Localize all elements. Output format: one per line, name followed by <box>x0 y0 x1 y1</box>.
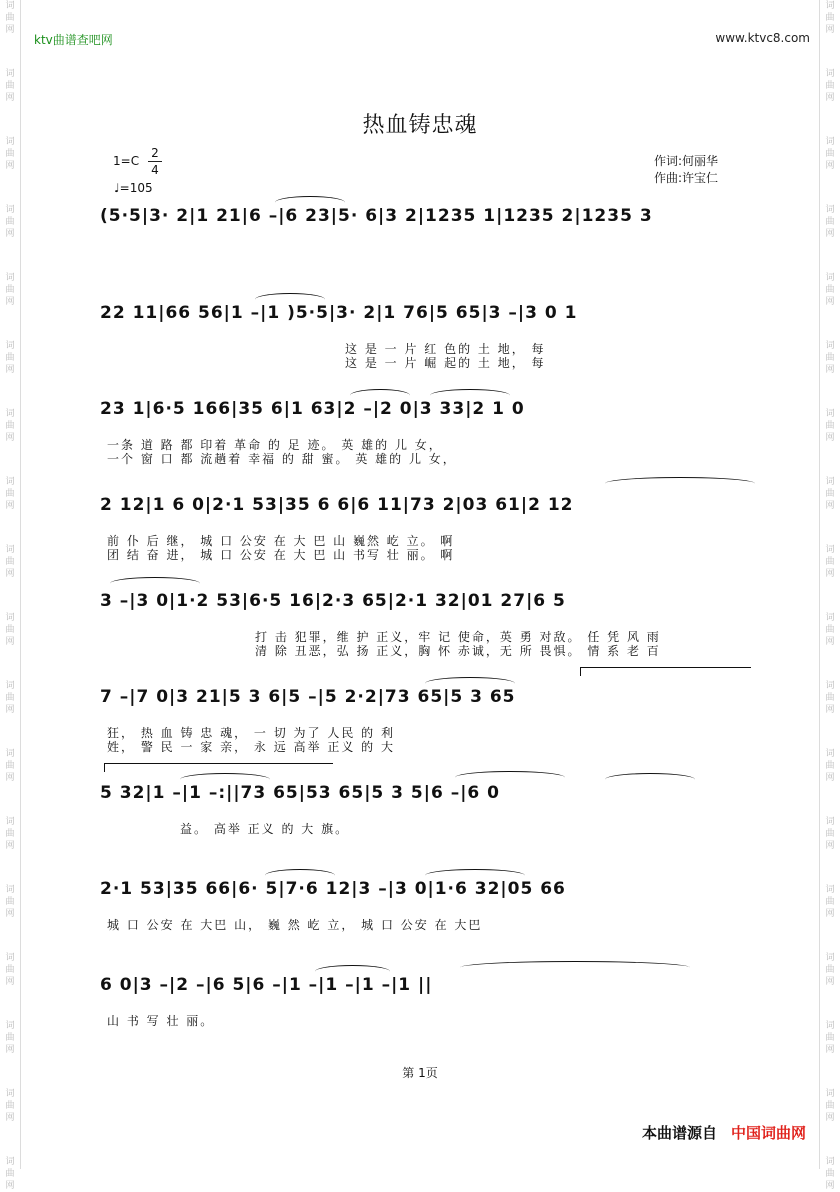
watermark-char: 曲 <box>5 285 15 295</box>
right-margin-line <box>819 0 820 1169</box>
watermark-char: 词 <box>5 545 15 555</box>
slur <box>255 293 325 306</box>
watermark-mark <box>822 0 838 36</box>
watermark-char: 曲 <box>5 81 15 91</box>
watermark-mark <box>2 1020 18 1056</box>
key-signature: 1=C <box>113 154 140 168</box>
time-signature <box>148 146 162 177</box>
watermark-char: 词 <box>5 477 15 487</box>
watermark-mark <box>822 272 838 308</box>
slur <box>275 196 345 209</box>
watermark-mark <box>822 204 838 240</box>
watermark-mark <box>2 476 18 512</box>
volta-bracket <box>580 667 751 676</box>
credits <box>654 153 718 187</box>
watermark-char: 网 <box>5 365 15 375</box>
watermark-char: 网 <box>825 365 835 375</box>
watermark-char: 曲 <box>5 421 15 431</box>
notation-line-7: 5 32|1 –|1 –:||73 65|53 65|5 3 5|6 –|6 0 <box>100 783 500 803</box>
watermark-mark <box>2 748 18 784</box>
lyrics-line-6-verse-2: 姓， 警 民 一 家 亲， 永 远 高举 正义 的 大 <box>107 740 395 754</box>
watermark-char: 词 <box>5 817 15 827</box>
tempo-mark: ♩=105 <box>114 181 153 195</box>
watermark-char: 网 <box>825 229 835 239</box>
watermark-char: 曲 <box>5 625 15 635</box>
watermark-char: 网 <box>825 161 835 171</box>
page-number: 第 1页 <box>402 1066 438 1080</box>
watermark-char: 网 <box>825 705 835 715</box>
watermark-char: 词 <box>825 137 835 147</box>
watermark-char: 词 <box>5 69 15 79</box>
watermark-char: 词 <box>825 273 835 283</box>
watermark-column-left <box>2 0 18 1191</box>
watermark-char: 网 <box>825 93 835 103</box>
watermark-char: 词 <box>5 749 15 759</box>
notation-line-6: 7 –|7 0|3 21|5 3 6|5 –|5 2·2|73 65|5 3 65 <box>100 687 516 707</box>
watermark-char: 网 <box>5 841 15 851</box>
slur <box>425 677 515 690</box>
watermark-char: 曲 <box>825 489 835 499</box>
watermark-char: 网 <box>5 773 15 783</box>
lyrics-line-2-verse-1: 这 是 一 片 红 色的 土 地， 每 <box>345 342 546 356</box>
watermark-char: 词 <box>825 341 835 351</box>
lyricist: 作词:何丽华 <box>654 154 719 168</box>
watermark-char: 网 <box>5 909 15 919</box>
watermark-mark <box>822 1088 838 1124</box>
watermark-char: 曲 <box>5 829 15 839</box>
lyrics-line-7: 益。 高举 正义 的 大 旗。 <box>180 822 350 836</box>
source-attribution <box>642 1122 806 1143</box>
watermark-char: 词 <box>5 885 15 895</box>
watermark-char: 词 <box>825 545 835 555</box>
watermark-mark <box>2 680 18 716</box>
watermark-mark <box>822 136 838 172</box>
watermark-char: 曲 <box>825 829 835 839</box>
slur <box>265 869 335 882</box>
watermark-char: 网 <box>5 1045 15 1055</box>
watermark-mark <box>822 816 838 852</box>
lyrics-line-2-verse-2: 这 是 一 片 崛 起的 土 地， 每 <box>345 356 546 370</box>
lyrics-line-8: 城 口 公安 在 大巴 山， 巍 然 屹 立， 城 口 公安 在 大巴 <box>107 918 483 932</box>
watermark-mark <box>2 136 18 172</box>
watermark-char: 网 <box>5 1181 15 1191</box>
watermark-char: 曲 <box>825 421 835 431</box>
watermark-mark <box>2 1156 18 1192</box>
watermark-mark <box>2 272 18 308</box>
watermark-char: 网 <box>5 297 15 307</box>
watermark-char: 曲 <box>5 1101 15 1111</box>
watermark-char: 网 <box>825 433 835 443</box>
watermark-char: 词 <box>825 69 835 79</box>
lyrics-line-9: 山 书 写 壮 丽。 <box>107 1014 215 1028</box>
watermark-char: 网 <box>825 1181 835 1191</box>
watermark-mark <box>2 816 18 852</box>
notation-line-4: 2 12|1 6 0|2·1 53|35 6 6|6 11|73 2|03 61|2 12 <box>100 495 574 515</box>
watermark-char: 网 <box>5 977 15 987</box>
watermark-mark <box>822 1156 838 1192</box>
watermark-mark <box>2 612 18 648</box>
watermark-char: 词 <box>5 341 15 351</box>
watermark-char: 网 <box>5 705 15 715</box>
watermark-char: 网 <box>5 161 15 171</box>
watermark-char: 词 <box>825 681 835 691</box>
watermark-char: 网 <box>5 433 15 443</box>
watermark-char: 词 <box>825 613 835 623</box>
watermark-char: 网 <box>825 25 835 35</box>
site-name-left[interactable]: ktv曲谱查吧网 <box>34 33 113 47</box>
watermark-char: 词 <box>825 205 835 215</box>
watermark-char: 曲 <box>5 1033 15 1043</box>
watermark-char: 曲 <box>825 285 835 295</box>
watermark-char: 网 <box>5 93 15 103</box>
slur <box>110 577 200 590</box>
watermark-mark <box>822 884 838 920</box>
watermark-mark <box>822 340 838 376</box>
watermark-char: 词 <box>5 1021 15 1031</box>
lyrics-line-3-verse-2: 一个 窗 口 都 流趟着 幸福 的 甜 蜜。 英 雄的 儿 女， <box>107 452 457 466</box>
watermark-char: 网 <box>825 501 835 511</box>
watermark-char: 网 <box>825 773 835 783</box>
watermark-char: 曲 <box>5 965 15 975</box>
source-label: 本曲谱源自 <box>641 1124 717 1142</box>
notation-line-5: 3 –|3 0|1·2 53|6·5 16|2·3 65|2·1 32|01 27|6 5 <box>100 591 566 611</box>
watermark-char: 网 <box>5 229 15 239</box>
watermark-char: 曲 <box>825 557 835 567</box>
watermark-char: 网 <box>825 569 835 579</box>
slur <box>180 773 270 786</box>
lyrics-line-4-verse-2: 团 结 奋 进， 城 口 公安 在 大 巴 山 书写 壮 丽。 啊 <box>107 548 455 562</box>
time-signature-bar <box>148 161 162 162</box>
watermark-char: 词 <box>5 613 15 623</box>
watermark-char: 曲 <box>5 489 15 499</box>
watermark-char: 词 <box>5 137 15 147</box>
watermark-char: 曲 <box>5 1169 15 1179</box>
watermark-mark <box>2 408 18 444</box>
watermark-char: 词 <box>825 1 835 11</box>
watermark-mark <box>822 68 838 104</box>
watermark-mark <box>822 476 838 512</box>
watermark-char: 词 <box>5 681 15 691</box>
watermark-mark <box>2 952 18 988</box>
watermark-char: 曲 <box>825 1169 835 1179</box>
watermark-char: 网 <box>825 977 835 987</box>
watermark-char: 曲 <box>825 81 835 91</box>
watermark-char: 曲 <box>825 1101 835 1111</box>
watermark-char: 网 <box>5 637 15 647</box>
source-site[interactable]: 中国词曲网 <box>730 1124 806 1142</box>
watermark-mark <box>2 204 18 240</box>
slur <box>605 773 695 786</box>
watermark-mark <box>2 340 18 376</box>
watermark-mark <box>2 0 18 36</box>
watermark-char: 曲 <box>5 557 15 567</box>
watermark-char: 词 <box>825 409 835 419</box>
watermark-mark <box>822 748 838 784</box>
watermark-char: 网 <box>5 501 15 511</box>
notation-line-1: (5·5|3· 2|1 21|6 –|6 23|5· 6|3 2|1235 1|1235 2|1235 3 <box>100 206 653 226</box>
watermark-char: 曲 <box>825 965 835 975</box>
watermark-char: 曲 <box>825 353 835 363</box>
volta-bracket <box>104 763 333 772</box>
watermark-char: 词 <box>825 1157 835 1167</box>
slur <box>350 389 410 402</box>
watermark-char: 词 <box>5 409 15 419</box>
lyrics-line-5-verse-1: 打 击 犯罪，维 护 正义，牢 记 使命，英 勇 对敌。 任 凭 风 雨 <box>255 630 661 644</box>
notation-line-8: 2·1 53|35 66|6· 5|7·6 12|3 –|3 0|1·6 32|05 66 <box>100 879 566 899</box>
watermark-char: 词 <box>5 953 15 963</box>
watermark-char: 曲 <box>5 761 15 771</box>
watermark-char: 曲 <box>825 13 835 23</box>
notation-line-2: 22 11|66 56|1 –|1 )5·5|3· 2|1 76|5 65|3 –|3 0 1 <box>100 303 578 323</box>
watermark-char: 网 <box>825 1113 835 1123</box>
composer: 作曲:许宝仁 <box>654 171 719 185</box>
watermark-column-right <box>822 0 838 1191</box>
watermark-char: 词 <box>5 1089 15 1099</box>
watermark-char: 网 <box>5 569 15 579</box>
watermark-char: 曲 <box>825 1033 835 1043</box>
watermark-char: 网 <box>825 297 835 307</box>
watermark-char: 曲 <box>825 149 835 159</box>
watermark-char: 曲 <box>825 625 835 635</box>
watermark-char: 曲 <box>5 897 15 907</box>
watermark-char: 曲 <box>5 149 15 159</box>
watermark-char: 词 <box>825 749 835 759</box>
watermark-mark <box>822 680 838 716</box>
watermark-mark <box>822 612 838 648</box>
song-title: 热血铸忠魂 <box>362 113 478 138</box>
watermark-char: 词 <box>825 1089 835 1099</box>
watermark-char: 词 <box>5 1157 15 1167</box>
watermark-char: 网 <box>825 1045 835 1055</box>
watermark-char: 网 <box>825 909 835 919</box>
watermark-char: 词 <box>5 205 15 215</box>
slur <box>605 477 755 490</box>
slur <box>455 771 565 784</box>
slur <box>430 389 510 402</box>
watermark-mark <box>822 544 838 580</box>
watermark-char: 曲 <box>5 13 15 23</box>
notation-line-3: 23 1|6·5 166|35 6|1 63|2 –|2 0|3 33|2 1 0 <box>100 399 525 419</box>
watermark-char: 曲 <box>825 693 835 703</box>
lyrics-line-4-verse-1: 前 仆 后 继， 城 口 公安 在 大 巴 山 巍然 屹 立。 啊 <box>107 534 455 548</box>
left-margin-line <box>20 0 21 1169</box>
watermark-char: 网 <box>5 1113 15 1123</box>
watermark-char: 词 <box>825 817 835 827</box>
time-signature-top: 2 <box>151 146 159 160</box>
watermark-char: 词 <box>825 1021 835 1031</box>
watermark-char: 词 <box>5 1 15 11</box>
watermark-mark <box>822 952 838 988</box>
lyrics-line-3-verse-1: 一条 道 路 都 印着 革命 的 足 迹。 英 雄的 儿 女， <box>107 438 443 452</box>
watermark-mark <box>2 1088 18 1124</box>
watermark-char: 网 <box>825 841 835 851</box>
watermark-char: 词 <box>5 273 15 283</box>
notation-line-9: 6 0|3 –|2 –|6 5|6 –|1 –|1 –|1 –|1 || <box>100 975 433 995</box>
slur <box>315 965 390 978</box>
watermark-mark <box>2 68 18 104</box>
lyrics-line-5-verse-2: 清 除 丑恶，弘 扬 正义，胸 怀 赤诚，无 所 畏惧。 情 系 老 百 <box>255 644 661 658</box>
site-url-right[interactable]: www.ktvc8.com <box>715 31 810 45</box>
watermark-char: 网 <box>5 25 15 35</box>
watermark-mark <box>2 544 18 580</box>
watermark-char: 网 <box>825 637 835 647</box>
slur <box>460 961 690 974</box>
watermark-char: 词 <box>825 477 835 487</box>
lyrics-line-6-verse-1: 狂， 热 血 铸 忠 魂， 一 切 为了 人民 的 利 <box>107 726 395 740</box>
watermark-char: 曲 <box>825 761 835 771</box>
watermark-mark <box>822 1020 838 1056</box>
watermark-char: 词 <box>825 953 835 963</box>
watermark-char: 曲 <box>825 897 835 907</box>
watermark-char: 曲 <box>5 353 15 363</box>
watermark-char: 曲 <box>5 217 15 227</box>
watermark-mark <box>822 408 838 444</box>
watermark-char: 曲 <box>5 693 15 703</box>
watermark-char: 曲 <box>825 217 835 227</box>
watermark-char: 词 <box>825 885 835 895</box>
slur <box>425 869 525 882</box>
watermark-mark <box>2 884 18 920</box>
time-signature-bottom: 4 <box>151 163 159 177</box>
